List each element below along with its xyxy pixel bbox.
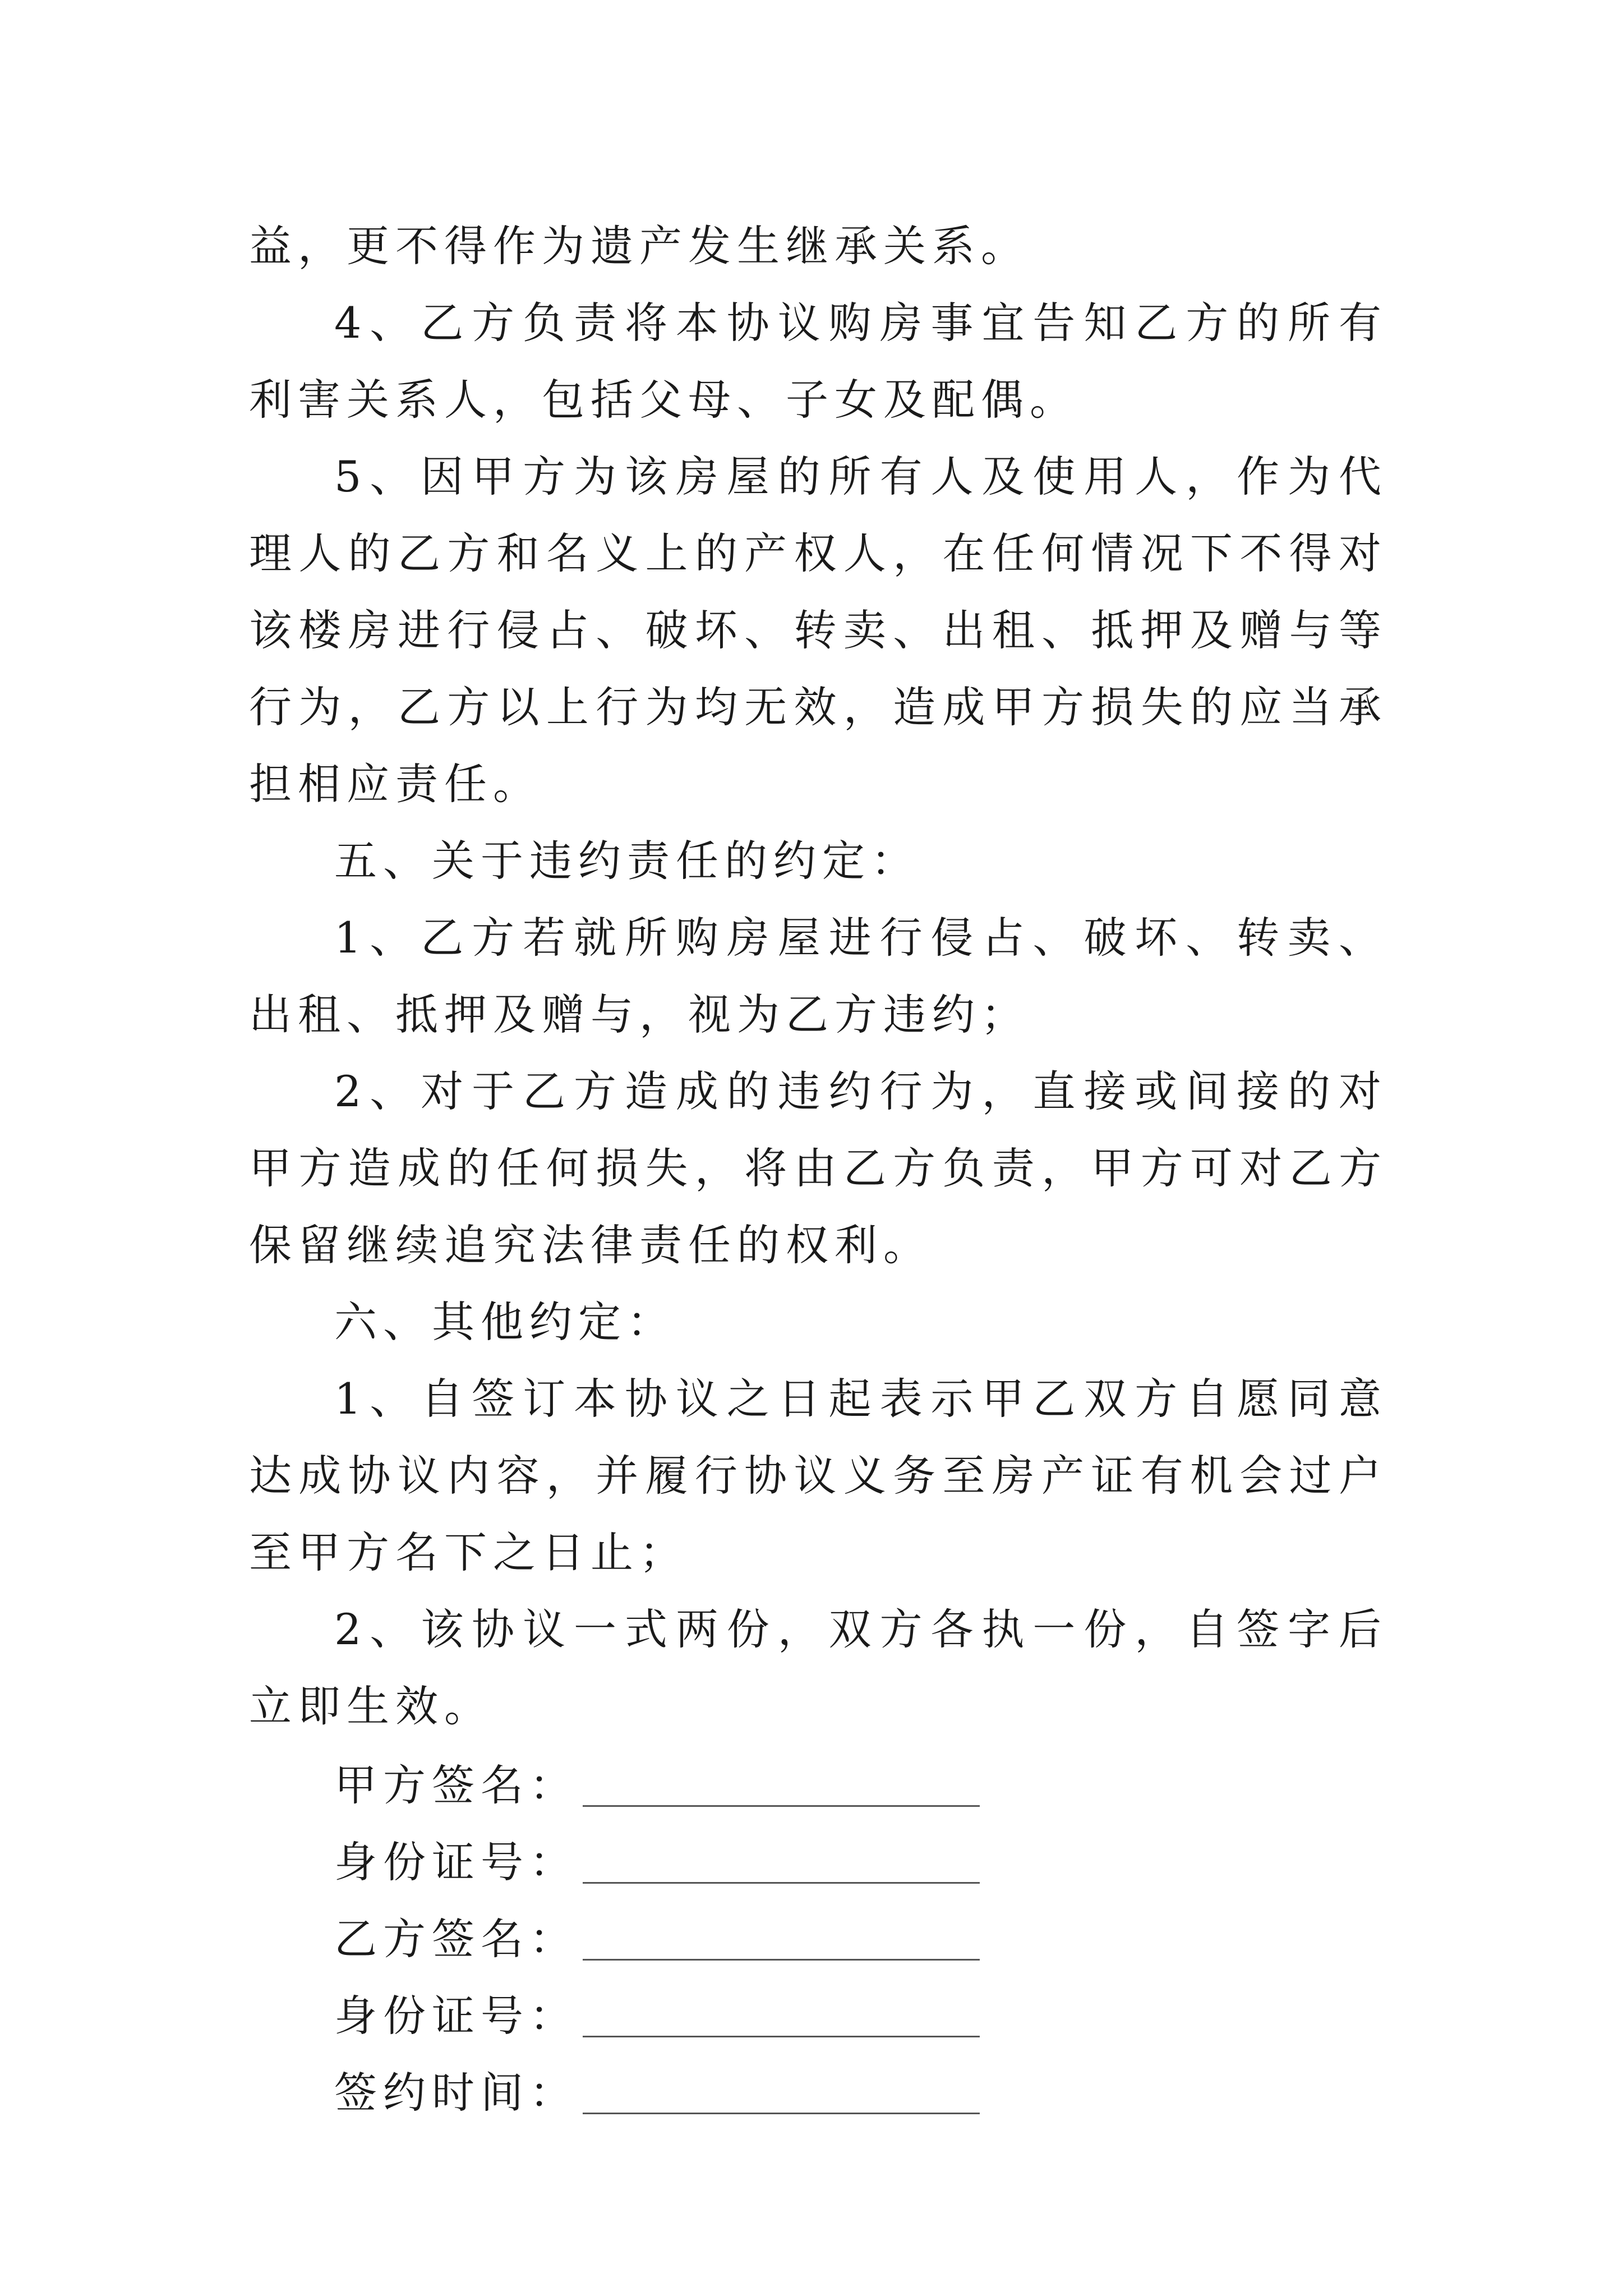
paragraph: 2、对于乙方造成的违约行为，直接或间接的对甲方造成的任何损失，将由乙方负责，甲方可对乙方保留继续追究法律责任的权利。 [249, 1066, 1387, 1270]
paragraph: 4、乙方负责将本协议购房事宜告知乙方的所有利害关系人，包括父母、子女及配偶。 [249, 298, 1387, 425]
section-heading: 五、关于违约责任的约定： [334, 836, 920, 886]
document-page [249, 208, 1387, 2131]
signature-row-party-b-id [249, 1977, 1387, 2054]
signature-blank-line [583, 1805, 980, 1807]
signature-label: 乙方签名： [334, 1914, 578, 1964]
signature-row-party-a-id [249, 1824, 1387, 1901]
signature-label: 签约时间： [334, 2068, 578, 2118]
section-heading: 六、其他约定： [334, 1297, 676, 1347]
signature-blank-line [583, 2036, 980, 2037]
signature-blank-line [583, 1959, 980, 1961]
signature-blank-line [583, 1882, 980, 1884]
signature-row-date [249, 2054, 1387, 2131]
signature-block [249, 1747, 1387, 2131]
signature-row-party-a [249, 1747, 1387, 1824]
paragraph: 1、乙方若就所购房屋进行侵占、破坏、转卖、出租、抵押及赠与，视为乙方违约； [249, 913, 1387, 1039]
document-body [249, 208, 1387, 1745]
paragraph: 1、自签订本协议之日起表示甲乙双方自愿同意达成协议内容，并履行协议义务至房产证有机会过户至甲方名下之日止； [249, 1374, 1387, 1577]
signature-label: 甲方签名： [334, 1760, 578, 1810]
paragraph: 2、该协议一式两份，双方各执一份，自签字后立即生效。 [249, 1604, 1387, 1731]
paragraph: 益，更不得作为遗产发生继承关系。 [249, 221, 1030, 271]
paragraph: 5、因甲方为该房屋的所有人及使用人，作为代理人的乙方和名义上的产权人，在任何情况下不得对该楼房进行侵占、破坏、转卖、出租、抵押及赠与等行为，乙方以上行为均无效，造成甲方损失的应当承担相应责任。 [249, 452, 1387, 809]
signature-row-party-b [249, 1901, 1387, 1977]
signature-label: 身份证号： [334, 1991, 578, 2041]
signature-blank-line [583, 2113, 980, 2114]
signature-label: 身份证号： [334, 1837, 578, 1887]
